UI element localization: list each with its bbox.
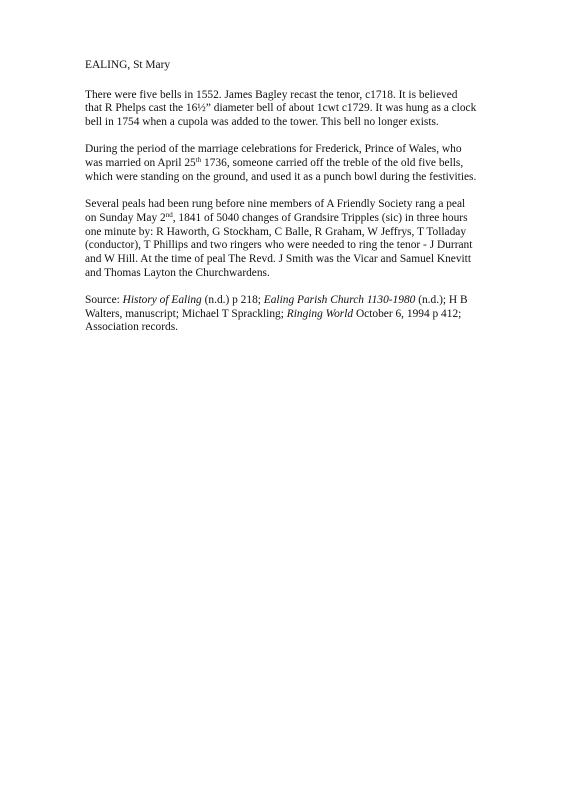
text-line: (conductor), T Phillips and two ringers who were needed to ring the tenor - J Durrant (85, 239, 473, 252)
source-label: Source: (85, 293, 123, 306)
text-segment: was married on April 25 (85, 157, 196, 170)
text-segment: Walters, manuscript; Michael T Sprackling; (85, 307, 287, 320)
paragraph-prince-marriage (85, 143, 515, 184)
text-segment: October 6, 1994 p 412; (353, 307, 462, 320)
text-line: During the period of the marriage celebrations for Frederick, Prince of Wales, who (85, 143, 462, 156)
text-line: Several peals had been rung before nine members of A Friendly Society rang a peal (85, 198, 466, 211)
text-line: and Thomas Layton the Churchwardens. (85, 266, 270, 279)
document-title: EALING, St Mary (85, 59, 171, 71)
paragraph-sources (85, 294, 515, 335)
source-title: History of Ealing (122, 293, 202, 306)
document-page (85, 59, 515, 349)
text-segment: , 1841 of 5040 changes of Grandsire Tripples (sic) in three hours (172, 211, 468, 224)
text-line: one minute by: R Haworth, G Stockham, C Balle, R Graham, W Jeffrys, T Tolladay (85, 225, 467, 238)
text-line: that R Phelps cast the 16½” diameter bell of about 1cwt c1729. It was hung as a clock (85, 102, 477, 115)
text-line: which were standing on the ground, and used it as a punch bowl during the festivities. (85, 170, 477, 183)
paragraph-peals (85, 198, 515, 280)
source-title: Ealing Parish Church 1130-1980 (263, 293, 416, 306)
text-segment: 1736, someone carried off the treble of the old five bells, (201, 157, 464, 170)
text-line: There were five bells in 1552. James Bagley recast the tenor, c1718. It is believed (85, 88, 458, 101)
ordinal-suffix: nd (165, 210, 173, 219)
text-segment: on Sunday May 2 (85, 211, 166, 224)
paragraph-bells-history (85, 89, 515, 130)
source-title: Ringing World (286, 307, 354, 320)
text-segment: (n.d.); H B (415, 293, 468, 306)
text-segment: (n.d.) p 218; (201, 293, 264, 306)
text-line: and W Hill. At the time of peal The Revd. J Smith was the Vicar and Samuel Knevitt (85, 252, 472, 265)
text-line: Association records. (85, 321, 178, 334)
ordinal-suffix: th (195, 156, 202, 165)
text-line: bell in 1754 when a cupola was added to the tower. This bell no longer exists. (85, 116, 439, 129)
